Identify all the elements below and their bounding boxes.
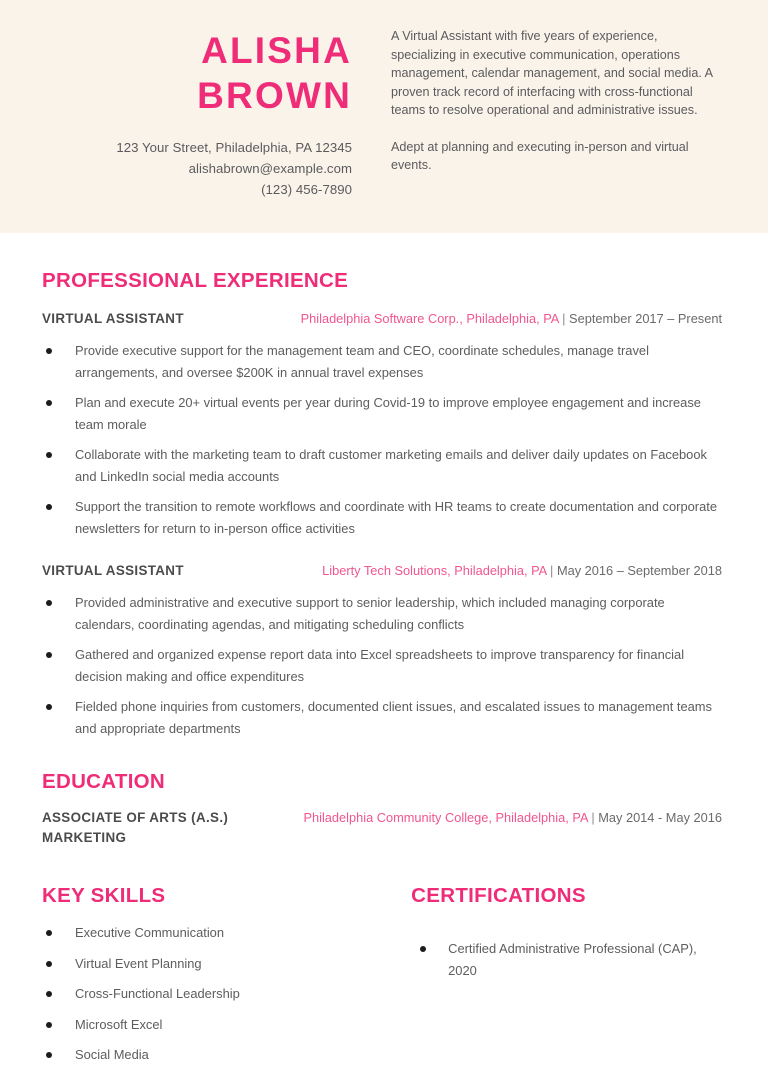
- job-organization: Philadelphia Software Corp., Philadelphia, PA: [300, 311, 559, 326]
- summary-paragraph: A Virtual Assistant with five years of experience, specializing in executive communication, operations management, calendar management, and social media. A proven track record of interfacing with cross-functional teams to resolve operational and administrative issues.: [391, 29, 713, 117]
- candidate-last-name: BROWN: [197, 75, 352, 116]
- candidate-first-name: ALISHA: [201, 30, 352, 71]
- list-item: Plan and execute 20+ virtual events per year during Covid-19 to improve employee engagement and increase team morale: [42, 392, 722, 435]
- job-meta-separator: |: [558, 311, 570, 326]
- education-degree: [42, 808, 228, 848]
- list-item: Executive Communication: [42, 922, 411, 944]
- list-item: Microsoft Excel: [42, 1014, 411, 1036]
- list-item: Provided administrative and executive support to senior leadership, which included managing corporate calendars, coordinating agendas, and mitigating scheduling conflicts: [42, 592, 722, 635]
- section-certifications: [411, 884, 722, 1075]
- list-item: Support the transition to remote workflows and coordinate with HR teams to create documentation and corporate newsletters for return to in-person office activities: [42, 496, 722, 539]
- list-item: Cross-Functional Leadership: [42, 983, 411, 1005]
- list-item: Virtual Event Planning: [42, 953, 411, 975]
- certifications-list: [411, 938, 722, 981]
- list-item: Certified Administrative Professional (CAP), 2020: [411, 938, 722, 981]
- section-title-experience: PROFESSIONAL EXPERIENCE: [42, 269, 349, 292]
- job-dates: September 2017 – Present: [569, 311, 722, 326]
- experience-entry-header: [42, 561, 722, 580]
- section-title-education: EDUCATION: [42, 770, 166, 793]
- contact-email[interactable]: alishabrown@example.com: [188, 161, 352, 176]
- job-meta: [301, 309, 722, 328]
- list-item: Collaborate with the marketing team to draft customer marketing emails and deliver daily updates on Facebook and LinkedIn social media accounts: [42, 444, 722, 487]
- experience-entry: [42, 309, 722, 539]
- resume-header: [0, 0, 768, 233]
- job-organization: Liberty Tech Solutions, Philadelphia, PA: [322, 563, 547, 578]
- section-title-certifications: CERTIFICATIONS: [411, 884, 586, 907]
- job-title: VIRTUAL ASSISTANT: [42, 563, 184, 578]
- job-responsibility-list: [42, 340, 722, 539]
- section-education: [42, 739, 722, 848]
- job-title: VIRTUAL ASSISTANT: [42, 311, 184, 326]
- section-professional-experience: [42, 233, 722, 739]
- header-identity-block: [0, 0, 352, 200]
- candidate-name: [0, 0, 352, 118]
- list-item: Gathered and organized expense report data into Excel spreadsheets to improve transparency for financial decision making and office expenditures: [42, 644, 722, 687]
- list-item: Fielded phone inquiries from customers, documented client issues, and escalated issues to management teams and appropriate departments: [42, 696, 722, 739]
- job-meta: [322, 561, 722, 580]
- job-dates: May 2016 – September 2018: [556, 563, 722, 578]
- section-key-skills: [42, 884, 411, 1075]
- professional-summary: [391, 27, 721, 175]
- summary-paragraph: Adept at planning and executing in-person and virtual events.: [391, 139, 689, 172]
- list-item: Provide executive support for the management team and CEO, coordinate schedules, manage travel arrangements, and oversee $200K in annual travel expenses: [42, 340, 722, 383]
- experience-entry-header: [42, 309, 722, 328]
- job-responsibility-list: [42, 592, 722, 739]
- education-meta-separator: |: [587, 810, 599, 825]
- contact-address: 123 Your Street, Philadelphia, PA 12345: [116, 140, 352, 155]
- education-entry: [42, 808, 722, 848]
- list-item: Social Media: [42, 1044, 411, 1066]
- experience-entry: [42, 561, 722, 739]
- education-degree-line-2: MARKETING: [42, 830, 127, 845]
- contact-info: [0, 137, 352, 200]
- job-meta-separator: |: [546, 563, 557, 578]
- education-organization: Philadelphia Community College, Philadelphia, PA: [303, 810, 588, 825]
- contact-phone[interactable]: (123) 456-7890: [261, 182, 352, 197]
- skills-and-certifications: [42, 848, 722, 1075]
- resume-body: [0, 233, 768, 1075]
- education-degree-line-1: ASSOCIATE OF ARTS (A.S.): [42, 810, 229, 825]
- section-title-key-skills: KEY SKILLS: [42, 884, 166, 907]
- education-meta: [303, 808, 722, 827]
- education-dates: May 2014 - May 2016: [598, 810, 722, 825]
